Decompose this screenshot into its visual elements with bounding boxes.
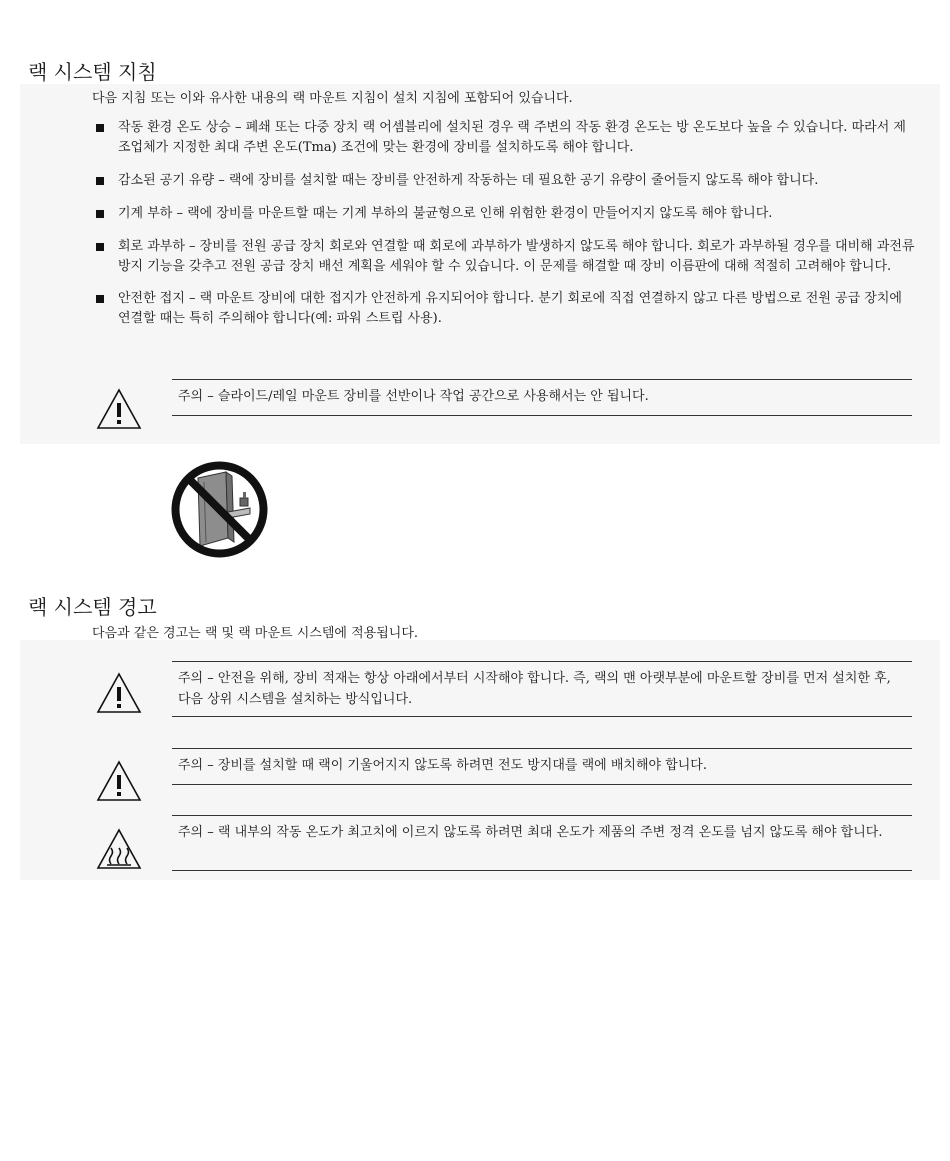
warning-triangle-icon — [96, 388, 142, 430]
caution-temperature — [172, 815, 912, 871]
list-item — [96, 171, 916, 191]
caution-slide-rail — [172, 379, 912, 416]
bullet-square-icon — [96, 177, 104, 185]
list-item-text: 안전한 접지 – 랙 마운트 장비에 대한 접지가 안전하게 유지되어야 합니다. 분기 회로에 직접 연결하지 않고 다른 방법으로 전원 공급 장치에 연결할 때는 특히 주의해야 합니다(예: 파워 스트립 사용). — [118, 291, 902, 326]
list-item — [96, 289, 916, 329]
caution-text: 주의 – 장비를 설치할 때 랙이 기울어지지 않도록 하려면 전도 방지대를 랙에 배치해야 합니다. — [178, 758, 707, 773]
section2-intro: 다음과 같은 경고는 랙 및 랙 마운트 시스템에 적용됩니다. — [92, 626, 419, 641]
list-item — [96, 237, 916, 277]
list-item — [96, 118, 916, 158]
bullet-square-icon — [96, 295, 104, 303]
list-item — [96, 204, 916, 224]
section1-title: 랙 시스템 지침 — [28, 60, 157, 84]
caution-text: 주의 – 슬라이드/레일 마운트 장비를 선반이나 작업 공간으로 사용해서는 안 됩니다. — [178, 389, 649, 404]
warning-triangle-icon — [96, 672, 142, 714]
list-item-text: 기계 부하 – 랙에 장비를 마운트할 때는 기계 부하의 불균형으로 인해 위험한 환경이 만들어지지 않도록 해야 합니다. — [118, 206, 773, 221]
no-shelf-use-icon — [168, 458, 271, 561]
list-item-text: 작동 환경 온도 상승 – 폐쇄 또는 다중 장치 랙 어셈블리에 설치된 경우 랙 주변의 작동 환경 온도는 방 온도보다 높을 수 있습니다. 따라서 제조업체가 지정한 최대 주변 온도(Tma) 조건에 맞는 환경에 장비를 설치하도록 해야 합니다. — [118, 120, 906, 155]
hot-surface-warning-icon — [96, 828, 142, 870]
bullet-square-icon — [96, 210, 104, 218]
section2-title: 랙 시스템 경고 — [28, 595, 157, 619]
list-item-text: 회로 과부하 – 장비를 전원 공급 장치 회로와 연결할 때 회로에 과부하가 발생하지 않도록 해야 합니다. 회로가 과부하될 경우를 대비해 과전류 방지 기능을 갖추고 전원 공급 장치 배선 계획을 세워야 할 수 있습니다. 이 문제를 해결할 때 장비 이름판에 대해 적절히 고려해야 합니다. — [118, 239, 915, 274]
guideline-list — [96, 118, 916, 342]
bullet-square-icon — [96, 124, 104, 132]
caution-anti-tip — [172, 748, 912, 785]
caution-load-bottom — [172, 661, 912, 717]
bullet-square-icon — [96, 243, 104, 251]
caution-text: 주의 – 랙 내부의 작동 온도가 최고치에 이르지 않도록 하려면 최대 온도가 제품의 주변 정격 온도를 넘지 않도록 해야 합니다. — [178, 825, 883, 840]
warning-triangle-icon — [96, 760, 142, 802]
section1-intro: 다음 지침 또는 이와 유사한 내용의 랙 마운트 지침이 설치 지침에 포함되어 있습니다. — [92, 91, 573, 106]
caution-text: 주의 – 안전을 위해, 장비 적재는 항상 아래에서부터 시작해야 합니다. 즉, 랙의 맨 아랫부분에 마운트할 장비를 먼저 설치한 후, 다음 상위 시스템을 설치하는 방식입니다. — [178, 671, 891, 707]
list-item-text: 감소된 공기 유량 – 랙에 장비를 설치할 때는 장비를 안전하게 작동하는 데 필요한 공기 유량이 줄어들지 않도록 해야 합니다. — [118, 173, 819, 188]
